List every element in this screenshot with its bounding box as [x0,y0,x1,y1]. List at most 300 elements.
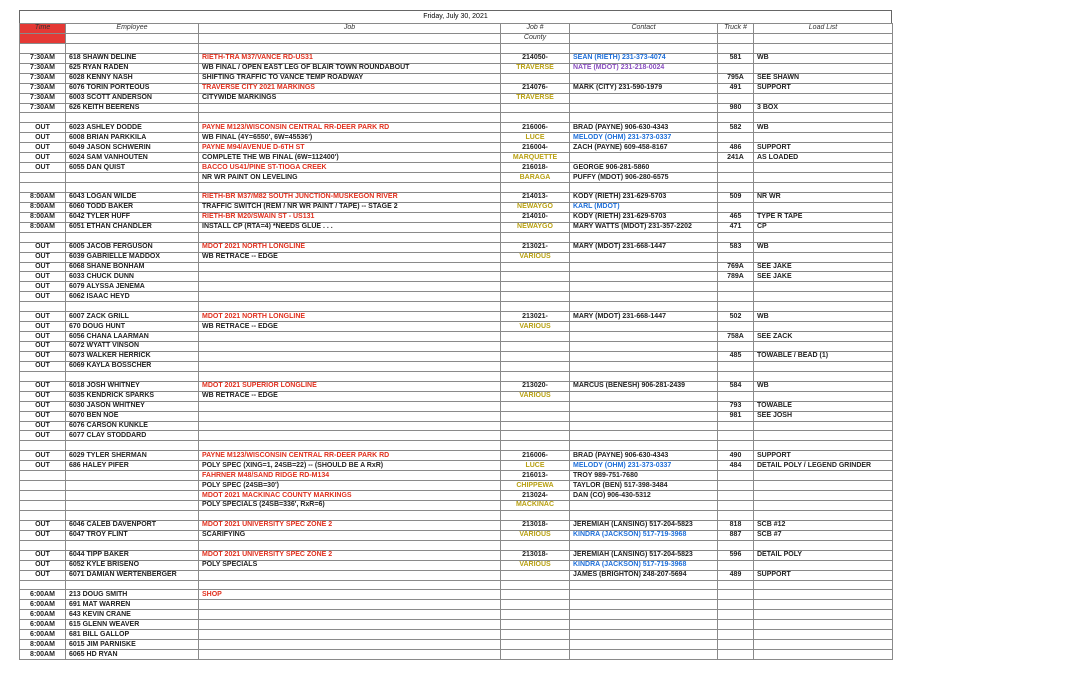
employee-cell: 6005 JACOB FERGUSON [66,242,199,252]
time-cell: OUT [20,391,66,401]
time-cell [20,43,66,53]
job-number-cell: VARIOUS [501,322,570,332]
table-row [20,73,893,83]
time-cell: OUT [20,292,66,302]
contact-cell [570,391,718,401]
contact-cell [570,272,718,282]
employee-cell [66,43,199,53]
truck-cell: 486 [718,143,754,153]
contact-cell [570,590,718,600]
table-row [20,461,893,471]
job-number-cell [501,610,570,620]
employee-cell: 6024 SAM VANHOUTEN [66,153,199,163]
job-cell [199,640,501,650]
time-cell: 8:00AM [20,650,66,660]
contact-cell [570,620,718,630]
time-cell: OUT [20,322,66,332]
contact-cell [570,580,718,590]
contact-cell: NATE (MDOT) 231-218-0024 [570,63,718,73]
table-row [20,312,893,322]
contact-cell [570,361,718,371]
table-row [20,630,893,640]
load-list-cell: SEE JOSH [754,411,893,421]
time-cell [20,471,66,481]
job-cell: PAYNE M123/WISCONSIN CENTRAL RR-DEER PARK RD [199,123,501,133]
contact-cell: KINDRA (JACKSON) 517-719-3968 [570,530,718,540]
employee-cell: 6065 HD RYAN [66,650,199,660]
table-row [20,103,893,113]
employee-cell: 6062 ISAAC HEYD [66,292,199,302]
time-cell: OUT [20,163,66,173]
time-cell: OUT [20,361,66,371]
load-list-cell: DETAIL POLY [754,550,893,560]
job-number-cell: NEWAYGO [501,222,570,232]
employee-cell: 6023 ASHLEY DODDE [66,123,199,133]
job-number-cell: VARIOUS [501,530,570,540]
contact-cell: TROY 989-751-7680 [570,471,718,481]
time-cell [20,302,66,312]
truck-cell: 795A [718,73,754,83]
employee-cell [66,232,199,242]
job-number-cell [501,630,570,640]
job-cell: WB RETRACE -- EDGE [199,391,501,401]
time-cell: OUT [20,560,66,570]
table-row [20,570,893,580]
load-list-cell: SUPPORT [754,451,893,461]
truck-cell: 491 [718,83,754,93]
contact-cell: SEAN (RIETH) 231-373-4074 [570,53,718,63]
table-row [20,371,893,381]
table-row [20,381,893,391]
truck-cell [718,580,754,590]
time-cell: 7:30AM [20,103,66,113]
job-cell [199,441,501,451]
employee-cell: 6049 JASON SCHWERIN [66,143,199,153]
time-cell: OUT [20,153,66,163]
table-row [20,451,893,461]
job-cell [199,282,501,292]
table-row [20,520,893,530]
table-row [20,163,893,173]
load-list-cell [754,600,893,610]
load-list-cell [754,133,893,143]
job-number-cell [501,510,570,520]
truck-cell: 485 [718,351,754,361]
job-number-cell: 213018- [501,520,570,530]
contact-cell [570,371,718,381]
header-row-2 [20,33,893,43]
truck-cell [718,590,754,600]
contact-cell [570,113,718,123]
time-cell: 7:30AM [20,63,66,73]
job-number-cell: MARQUETTE [501,153,570,163]
time-cell: 8:00AM [20,640,66,650]
employee-cell: 6072 WYATT VINSON [66,342,199,352]
load-list-cell [754,173,893,183]
job-number-cell [501,232,570,242]
table-row [20,650,893,660]
table-row [20,292,893,302]
contact-cell [570,73,718,83]
contact-cell [570,292,718,302]
truck-cell [718,491,754,501]
load-list-cell [754,471,893,481]
load-list-cell: AS LOADED [754,153,893,163]
employee-cell: 626 KEITH BEERENS [66,103,199,113]
table-row [20,322,893,332]
table-row [20,192,893,202]
contact-cell: KODY (RIETH) 231-629-5703 [570,212,718,222]
truck-cell: 887 [718,530,754,540]
table-row [20,560,893,570]
contact-cell: KARL (MDOT) [570,202,718,212]
job-number-cell: TRAVERSE [501,93,570,103]
load-list-cell [754,93,893,103]
employee-cell: 6079 ALYSSA JENEMA [66,282,199,292]
job-cell: INSTALL CP (RTA=4) *NEEDS GLUE . . . [199,222,501,232]
contact-cell [570,540,718,550]
job-number-cell [501,103,570,113]
table-row [20,302,893,312]
table-row [20,93,893,103]
job-number-cell [501,282,570,292]
load-list-cell [754,501,893,511]
load-list-cell: WB [754,53,893,63]
employee-cell: 6047 TROY FLINT [66,530,199,540]
job-cell: MDOT 2021 UNIVERSITY SPEC ZONE 2 [199,520,501,530]
table-row [20,530,893,540]
job-number-cell: BARAGA [501,173,570,183]
contact-cell: BRAD (PAYNE) 906-630-4343 [570,123,718,133]
load-list-cell: SEE ZACK [754,332,893,342]
job-cell: TRAVERSE CITY 2021 MARKINGS [199,83,501,93]
job-number-cell: CHIPPEWA [501,481,570,491]
employee-cell: 6076 CARSON KUNKLE [66,421,199,431]
job-number-cell [501,351,570,361]
time-cell: OUT [20,332,66,342]
job-number-cell: 214050- [501,53,570,63]
table-row [20,242,893,252]
job-cell [199,610,501,620]
employee-cell: 670 DOUG HUNT [66,322,199,332]
load-list-cell [754,620,893,630]
job-number-cell: County [501,33,570,43]
contact-cell [570,183,718,193]
time-cell [20,173,66,183]
contact-cell [570,401,718,411]
contact-cell [570,610,718,620]
job-number-cell: 216004- [501,143,570,153]
time-cell [20,33,66,43]
employee-cell: 6070 BEN NOE [66,411,199,421]
employee-cell: 6056 CHANA LAARMAN [66,332,199,342]
contact-cell [570,351,718,361]
job-number-cell: 213021- [501,242,570,252]
table-row [20,361,893,371]
job-number-cell [501,332,570,342]
contact-cell [570,153,718,163]
time-cell: 6:00AM [20,590,66,600]
employee-cell: 6018 JOSH WHITNEY [66,381,199,391]
contact-cell: JEREMIAH (LANSING) 517-204-5823 [570,520,718,530]
contact-cell [570,262,718,272]
time-cell: OUT [20,143,66,153]
employee-cell: Employee [66,24,199,34]
table-row [20,212,893,222]
time-cell: 8:00AM [20,192,66,202]
job-number-cell: 216006- [501,123,570,133]
contact-cell [570,332,718,342]
load-list-cell: SCB #12 [754,520,893,530]
job-number-cell [501,43,570,53]
load-list-cell: SUPPORT [754,570,893,580]
truck-cell [718,540,754,550]
contact-cell [570,441,718,451]
load-list-cell [754,640,893,650]
load-list-cell [754,322,893,332]
employee-cell: 6029 TYLER SHERMAN [66,451,199,461]
truck-cell: 818 [718,520,754,530]
truck-cell: Truck # [718,24,754,34]
contact-cell [570,322,718,332]
time-cell: OUT [20,351,66,361]
job-cell: PAYNE M94/AVENUE D-6TH ST [199,143,501,153]
job-number-cell [501,580,570,590]
contact-cell [570,411,718,421]
job-cell: RIETH-TRA M37/VANCE RD-US31 [199,53,501,63]
truck-cell [718,560,754,570]
table-row [20,501,893,511]
table-row [20,441,893,451]
employee-cell: 6073 WALKER HERRICK [66,351,199,361]
job-cell [199,421,501,431]
truck-cell [718,371,754,381]
job-cell: MDOT 2021 UNIVERSITY SPEC ZONE 2 [199,550,501,560]
table-row [20,53,893,63]
job-cell: WB RETRACE -- EDGE [199,322,501,332]
job-cell [199,600,501,610]
job-cell [199,342,501,352]
job-number-cell: 213018- [501,550,570,560]
time-cell: OUT [20,461,66,471]
table-row [20,580,893,590]
load-list-cell [754,342,893,352]
job-number-cell: LUCE [501,133,570,143]
table-row [20,133,893,143]
job-cell [199,570,501,580]
load-list-cell: SEE JAKE [754,262,893,272]
contact-cell: MELODY (OHM) 231-373-0337 [570,133,718,143]
table-row [20,282,893,292]
table-row [20,401,893,411]
job-number-cell [501,342,570,352]
load-list-cell [754,163,893,173]
truck-cell [718,510,754,520]
job-number-cell: LUCE [501,461,570,471]
table-row [20,491,893,501]
load-list-cell [754,361,893,371]
load-list-cell [754,302,893,312]
job-cell: TRAFFIC SWITCH (REM / NR WR PAINT / TAPE) -- STAGE 2 [199,202,501,212]
time-cell: OUT [20,262,66,272]
contact-cell [570,33,718,43]
contact-cell [570,282,718,292]
employee-cell: 643 KEVIN CRANE [66,610,199,620]
contact-cell [570,103,718,113]
employee-cell: 6069 KAYLA BOSSCHER [66,361,199,371]
truck-cell [718,232,754,242]
employee-cell: 691 MAT WARREN [66,600,199,610]
table-row [20,143,893,153]
table-row [20,272,893,282]
table-row [20,252,893,262]
table-row [20,123,893,133]
truck-cell [718,93,754,103]
time-cell: 6:00AM [20,610,66,620]
truck-cell [718,292,754,302]
job-cell [199,113,501,123]
truck-cell [718,481,754,491]
job-cell [199,302,501,312]
job-cell [199,232,501,242]
table-row [20,183,893,193]
job-number-cell: 216013- [501,471,570,481]
load-list-cell [754,431,893,441]
employee-cell: 6033 CHUCK DUNN [66,272,199,282]
contact-cell: JAMES (BRIGHTON) 248-207-5694 [570,570,718,580]
employee-cell: 686 HALEY PIFER [66,461,199,471]
truck-cell: 789A [718,272,754,282]
contact-cell [570,600,718,610]
time-cell: 6:00AM [20,630,66,640]
contact-cell: PUFFY (MDOT) 906-280-6575 [570,173,718,183]
schedule-table [19,23,893,660]
contact-cell: MARY (MDOT) 231-668-1447 [570,312,718,322]
truck-cell [718,441,754,451]
load-list-cell [754,560,893,570]
time-cell [20,540,66,550]
job-cell: MDOT 2021 NORTH LONGLINE [199,312,501,322]
employee-cell: 6051 ETHAN CHANDLER [66,222,199,232]
load-list-cell [754,232,893,242]
truck-cell: 584 [718,381,754,391]
load-list-cell: NR WR [754,192,893,202]
time-cell: 7:30AM [20,53,66,63]
table-row [20,173,893,183]
employee-cell: 618 SHAWN DELINE [66,53,199,63]
truck-cell [718,133,754,143]
employee-cell: 6042 TYLER HUFF [66,212,199,222]
time-cell: OUT [20,520,66,530]
job-cell: MDOT 2021 MACKINAC COUNTY MARKINGS [199,491,501,501]
load-list-cell [754,510,893,520]
time-cell [20,441,66,451]
load-list-cell: WB [754,312,893,322]
load-list-cell [754,292,893,302]
job-number-cell: MACKINAC [501,501,570,511]
job-cell: BACCO US41/PINE ST-TIOGA CREEK [199,163,501,173]
table-row [20,202,893,212]
load-list-cell [754,183,893,193]
truck-cell [718,63,754,73]
truck-cell [718,302,754,312]
truck-cell: 980 [718,103,754,113]
contact-cell [570,252,718,262]
load-list-cell [754,491,893,501]
job-number-cell: 213020- [501,381,570,391]
table-row [20,332,893,342]
employee-cell: 6015 JIM PARNISKE [66,640,199,650]
truck-cell [718,113,754,123]
table-row [20,481,893,491]
job-number-cell: VARIOUS [501,391,570,401]
job-cell: RIETH-BR M20/SWAIN ST - US131 [199,212,501,222]
load-list-cell [754,580,893,590]
load-list-cell: TOWABLE / BEAD (1) [754,351,893,361]
job-number-cell: VARIOUS [501,560,570,570]
employee-cell [66,183,199,193]
job-cell: FAHRNER M48/SAND RIDGE RD-M134 [199,471,501,481]
employee-cell: 6046 CALEB DAVENPORT [66,520,199,530]
time-cell [20,491,66,501]
truck-cell: 581 [718,53,754,63]
contact-cell [570,342,718,352]
contact-cell: TAYLOR (BEN) 517-398-3484 [570,481,718,491]
truck-cell [718,431,754,441]
truck-cell: 484 [718,461,754,471]
employee-cell: 625 RYAN RADEN [66,63,199,73]
load-list-cell [754,441,893,451]
job-number-cell [501,620,570,630]
job-number-cell: 216006- [501,451,570,461]
contact-cell [570,650,718,660]
table-row [20,431,893,441]
time-cell: OUT [20,242,66,252]
truck-cell [718,471,754,481]
job-cell: SHOP [199,590,501,600]
truck-cell: 981 [718,411,754,421]
job-cell: MDOT 2021 NORTH LONGLINE [199,242,501,252]
contact-cell [570,501,718,511]
time-cell: 8:00AM [20,202,66,212]
header-row [20,24,893,34]
load-list-cell: TOWABLE [754,401,893,411]
job-number-cell: 213021- [501,312,570,322]
job-cell [199,262,501,272]
employee-cell: 6039 GABRIELLE MADDOX [66,252,199,262]
job-cell: SHIFTING TRAFFIC TO VANCE TEMP ROADWAY [199,73,501,83]
load-list-cell [754,252,893,262]
table-row [20,550,893,560]
employee-cell [66,501,199,511]
load-list-cell [754,421,893,431]
contact-cell [570,43,718,53]
time-cell: Time [20,24,66,34]
employee-cell: 6071 DAMIAN WERTENBERGER [66,570,199,580]
load-list-cell: CP [754,222,893,232]
job-cell [199,43,501,53]
job-cell: WB FINAL (4Y=6550', 6W=45536') [199,133,501,143]
truck-cell: 490 [718,451,754,461]
employee-cell [66,441,199,451]
job-cell: POLY SPEC (XING=1, 24SB=22) -- (SHOULD BE A RxR) [199,461,501,471]
contact-cell: MARY (MDOT) 231-668-1447 [570,242,718,252]
table-row [20,153,893,163]
job-number-cell: NEWAYGO [501,202,570,212]
contact-cell [570,431,718,441]
table-row [20,590,893,600]
truck-cell [718,183,754,193]
